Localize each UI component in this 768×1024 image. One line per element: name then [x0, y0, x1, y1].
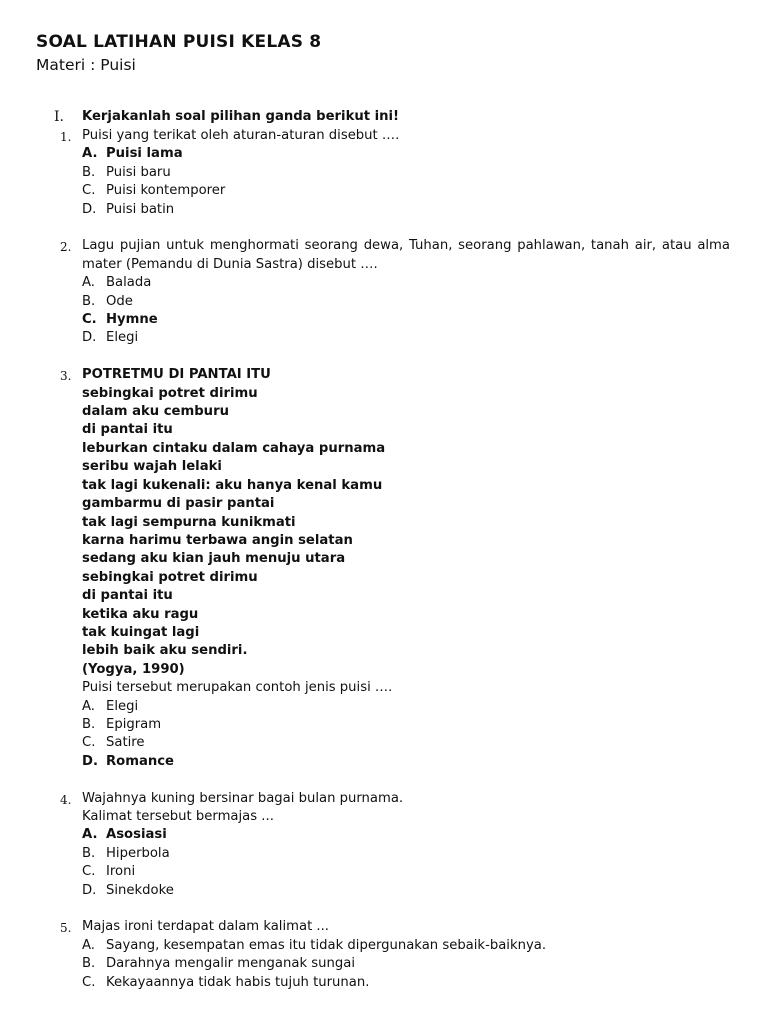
- answer-option: [82, 201, 730, 219]
- poem-line: tak kuingat lagi: [82, 624, 200, 640]
- answer-option: [82, 716, 730, 734]
- option-letter: A.: [82, 937, 95, 953]
- option-letter: C.: [82, 183, 96, 199]
- option-text: Romance: [106, 753, 175, 769]
- poem-line: di pantai itu: [82, 588, 173, 604]
- question-text: Puisi yang terikat oleh aturan-aturan disebut ….: [82, 128, 400, 143]
- question-number: 3.: [60, 369, 72, 384]
- poem-line: ketika aku ragu: [82, 606, 199, 622]
- answer-option: [82, 164, 730, 182]
- option-text: Hiperbola: [106, 845, 170, 861]
- option-text: Kekayaannya tidak habis tujuh turunan.: [106, 974, 370, 990]
- question-item: [0, 366, 768, 771]
- question-item: [0, 918, 768, 992]
- section-instruction: Kerjakanlah soal pilihan ganda berikut ini!: [82, 109, 400, 124]
- poem-line: sebingkai potret dirimu: [82, 569, 258, 585]
- option-text: Asosiasi: [106, 827, 167, 843]
- question-item: [0, 237, 768, 347]
- option-text: Puisi kontemporer: [106, 183, 226, 199]
- question-text: Puisi tersebut merupakan contoh jenis puisi ….: [82, 680, 393, 696]
- option-text: Ironi: [106, 864, 136, 880]
- option-letter: B.: [82, 845, 96, 861]
- question-item: [0, 127, 768, 219]
- option-text: Sayang, kesempatan emas itu tidak dipergunakan sebaik-baiknya.: [106, 937, 547, 953]
- answer-option: [82, 826, 730, 844]
- poem-line: (Yogya, 1990): [82, 661, 185, 677]
- option-text: Sinekdoke: [106, 882, 174, 898]
- poem-line: di pantai itu: [82, 422, 173, 438]
- question-text: Kalimat tersebut bermajas ...: [82, 808, 274, 824]
- option-letter: A.: [82, 275, 95, 291]
- option-text: Puisi batin: [106, 201, 175, 217]
- poem-line: gambarmu di pasir pantai: [82, 496, 275, 512]
- section-header: [0, 108, 768, 127]
- answer-option: [82, 698, 730, 716]
- answer-option: [82, 753, 730, 771]
- option-letter: B.: [82, 293, 96, 309]
- poem-line: tak lagi sempurna kunikmati: [82, 514, 296, 530]
- answer-option: [82, 863, 730, 881]
- option-text: Elegi: [106, 698, 139, 714]
- answer-option: [82, 882, 730, 900]
- question-list: [0, 108, 768, 1010]
- option-letter: C.: [82, 864, 96, 880]
- question-number: 4.: [60, 792, 72, 807]
- option-letter: A.: [82, 827, 98, 843]
- poem-title: POTRETMU DI PANTAI ITU: [82, 367, 271, 383]
- option-letter: B.: [82, 956, 96, 972]
- poem-line: sedang aku kian jauh menuju utara: [82, 551, 346, 567]
- option-text: Balada: [106, 275, 152, 291]
- poem-line: sebingkai potret dirimu: [82, 385, 258, 401]
- answer-option: [82, 293, 730, 311]
- answer-option: [82, 182, 730, 200]
- poem-line: dalam aku cemburu: [82, 404, 229, 420]
- page-subtitle: Materi : Puisi: [36, 56, 136, 74]
- option-letter: C.: [82, 312, 97, 328]
- option-letter: B.: [82, 716, 96, 732]
- question-number: 1.: [60, 130, 72, 144]
- option-letter: D.: [82, 330, 97, 346]
- option-text: Elegi: [106, 330, 139, 346]
- answer-option: [82, 274, 730, 292]
- option-letter: B.: [82, 164, 96, 180]
- option-text: Puisi lama: [106, 146, 183, 162]
- option-letter: D.: [82, 201, 97, 217]
- poem-line: seribu wajah lelaki: [82, 459, 222, 475]
- section-number: I.: [54, 109, 64, 125]
- question-item: [0, 790, 768, 900]
- option-letter: A.: [82, 698, 95, 714]
- option-text: Satire: [106, 735, 145, 751]
- poem-line: tak lagi kukenali: aku hanya kenal kamu: [82, 477, 383, 493]
- option-text: Darahnya mengalir menganak sungai: [106, 956, 355, 972]
- answer-option: [82, 974, 730, 992]
- option-letter: D.: [82, 882, 97, 898]
- answer-option: [82, 311, 730, 329]
- answer-option: [82, 145, 730, 163]
- option-text: Ode: [106, 293, 133, 309]
- answer-option: [82, 734, 730, 752]
- question-number: 2.: [60, 240, 72, 255]
- questions-container: [0, 127, 768, 992]
- option-letter: D.: [82, 753, 98, 769]
- poem-line: leburkan cintaku dalam cahaya purnama: [82, 440, 386, 456]
- question-text: Majas ironi terdapat dalam kalimat ...: [82, 919, 330, 935]
- answer-option: [82, 937, 730, 955]
- question-number: 5.: [60, 921, 72, 936]
- question-text: Lagu pujian untuk menghormati seorang dewa, Tuhan, seorang pahlawan, tanah air, atau alma mater (Pemandu di Dunia Sastra) disebut ….: [82, 238, 730, 272]
- option-letter: C.: [82, 735, 96, 751]
- question-text: Wajahnya kuning bersinar bagai bulan purnama.: [82, 790, 404, 806]
- answer-option: [82, 955, 730, 973]
- answer-option: [82, 845, 730, 863]
- poem-line: lebih baik aku sendiri.: [82, 643, 248, 659]
- option-letter: C.: [82, 974, 96, 990]
- poem-line: karna harimu terbawa angin selatan: [82, 532, 353, 548]
- option-text: Puisi baru: [106, 164, 171, 180]
- answer-option: [82, 329, 730, 347]
- option-text: Hymne: [106, 312, 158, 328]
- option-letter: A.: [82, 146, 98, 162]
- option-text: Epigram: [106, 716, 162, 732]
- page-title: SOAL LATIHAN PUISI KELAS 8: [36, 32, 322, 52]
